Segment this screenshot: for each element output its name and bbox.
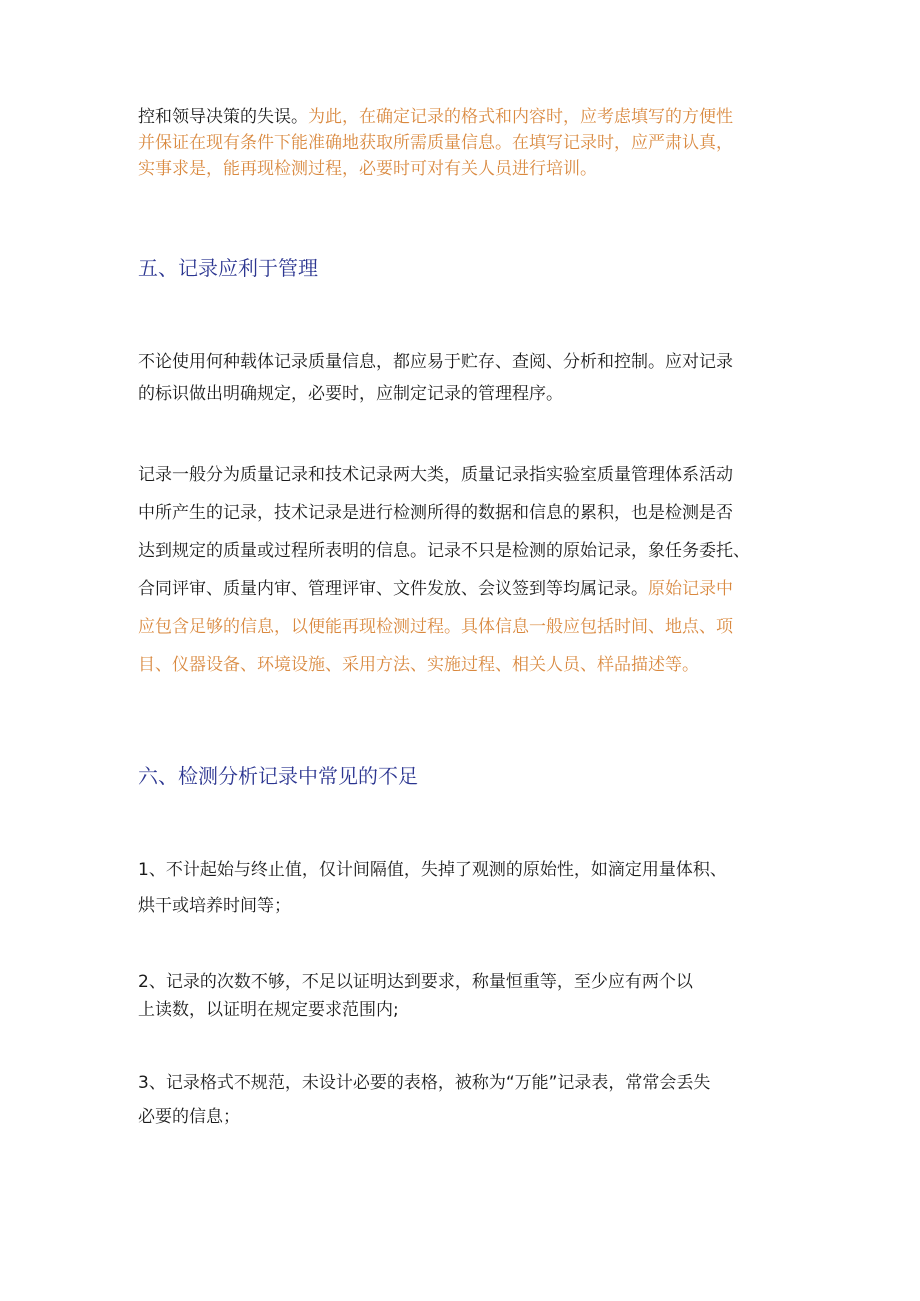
paragraph-line: 实事求是，能再现检测过程，必要时可对有关人员进行培训。 <box>138 159 597 179</box>
paragraph-line: 目、仪器设备、环境设施、采用方法、实施过程、相关人员、样品描述等。 <box>138 655 699 675</box>
section-heading-6: 六、检测分析记录中常见的不足 <box>138 764 418 788</box>
list-item-line: 2、记录的次数不够，不足以证明达到要求，称量恒重等，至少应有两个以 <box>138 972 693 992</box>
paragraph-line: 应包含足够的信息，以便能再现检测过程。具体信息一般应包括时间、地点、项 <box>138 617 733 637</box>
list-item-line: 上读数，以证明在规定要求范围内; <box>138 1000 399 1020</box>
section-heading-5: 五、记录应利于管理 <box>138 256 318 280</box>
paragraph-line: 记录一般分为质量记录和技术记录两大类，质量记录指实验室质量管理体系活动 <box>138 465 733 485</box>
paragraph-line: 达到规定的质量或过程所表明的信息。记录不只是检测的原始记录，象任务委托、 <box>138 541 750 561</box>
paragraph-line: 并保证在现有条件下能准确地获取所需质量信息。在填写记录时，应严肃认真， <box>138 133 733 153</box>
list-item-line: 烘干或培养时间等； <box>138 896 291 916</box>
paragraph-line: 不论使用何种载体记录质量信息，都应易于贮存、查阅、分析和控制。应对记录 <box>138 352 733 372</box>
paragraph-line <box>138 570 788 608</box>
list-item-line: 1、不计起始与终止值，仅计间隔值，失掉了观测的原始性，如滴定用量体积、 <box>138 860 727 880</box>
section5-paragraph-1 <box>138 346 788 410</box>
text-run: 合同评审、质量内审、管理评审、文件发放、会议签到等均属记录。 <box>138 579 648 599</box>
list-item-line: 3、记录格式不规范，未设计必要的表格，被称为“万能”记录表，常常会丢失 <box>138 1073 711 1093</box>
list-item <box>138 968 788 1024</box>
highlighted-text-run: 为此，在确定记录的格式和内容时，应考虑填写的方便性 <box>308 107 733 127</box>
list-item-line: 必要的信息； <box>138 1107 240 1127</box>
text-run: 控和领导决策的失误。 <box>138 107 308 127</box>
section5-paragraph-2 <box>138 456 788 684</box>
highlighted-text-run: 原始记录中 <box>648 579 733 599</box>
paragraph-line <box>138 104 788 130</box>
list-item <box>138 1066 788 1134</box>
paragraph-continued <box>138 104 788 182</box>
list-item <box>138 852 788 924</box>
paragraph-line: 中所产生的记录，技术记录是进行检测所得的数据和信息的累积，也是检测是否 <box>138 503 733 523</box>
paragraph-line: 的标识做出明确规定，必要时，应制定记录的管理程序。 <box>138 384 563 404</box>
